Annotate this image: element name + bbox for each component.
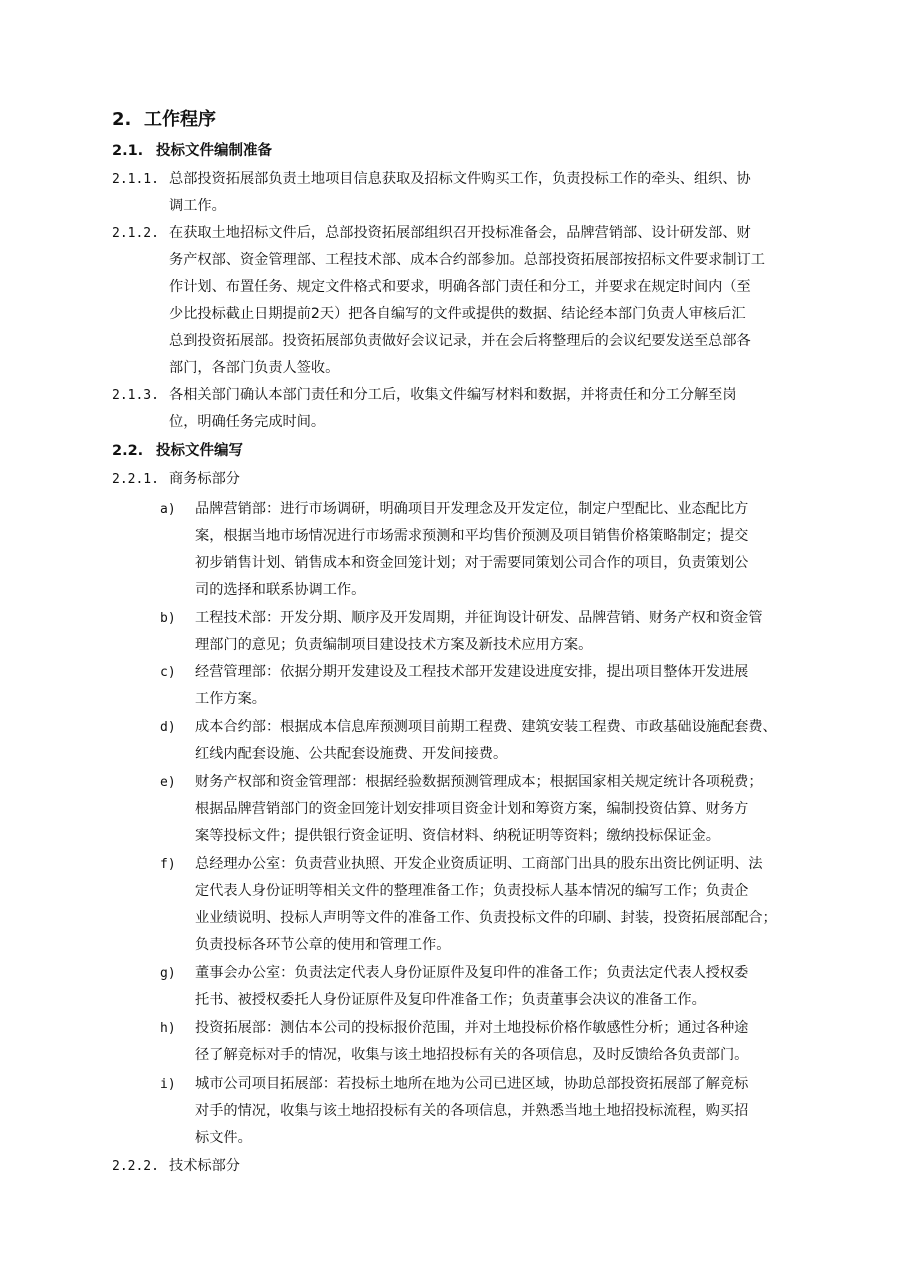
text-line: 案等投标文件；提供银行资金证明、资信材料、纳税证明等资料；缴纳投标保证金。: [195, 828, 720, 844]
section-number: 2.: [112, 109, 132, 130]
text-line: 对手的情况，收集与该土地招投标有关的各项信息，并熟悉当地土地招投标流程，购买招: [195, 1103, 749, 1119]
text-line: 径了解竞标对手的情况，收集与该土地招投标有关的各项信息，及时反馈给各负责部门。: [195, 1047, 749, 1063]
list-marker: a): [160, 502, 176, 517]
text-line: 少比投标截止日期提前2天）把各自编写的文件或提供的数据、结论经本部门负责人审核后汇: [169, 306, 746, 322]
section-title: 工作程序: [144, 109, 216, 130]
text-line: 成本合约部：根据成本信息库预测项目前期工程费、建筑安装工程费、市政基础设施配套费、: [195, 719, 777, 735]
text-line: 标文件。: [195, 1130, 252, 1146]
text-line: 工作方案。: [195, 691, 266, 707]
list-marker: h): [160, 1021, 176, 1036]
text-line: 商务标部分: [169, 471, 240, 487]
list-marker: i): [160, 1077, 176, 1092]
text-line: 根据品牌营销部门的资金回笼计划安排项目资金计划和筹资方案，编制投资估算、财务方: [195, 801, 749, 817]
clause-text: [169, 166, 835, 220]
list-text: [195, 605, 840, 659]
list-marker: d): [160, 720, 176, 735]
list-text: [195, 714, 840, 768]
list-marker: f): [160, 857, 176, 872]
list-text: [195, 496, 840, 604]
clause-number: 2.2.2.: [112, 1159, 159, 1174]
text-line: 总部投资拓展部负责土地项目信息获取及招标文件购买工作，负责投标工作的牵头、组织、协: [169, 171, 751, 187]
text-line: 品牌营销部：进行市场调研，明确项目开发理念及开发定位，制定户型配比、业态配比方: [195, 501, 749, 517]
text-line: 在获取土地招标文件后，总部投资拓展部组织召开投标准备会，品牌营销部、设计研发部、财: [169, 225, 751, 241]
text-line: 务产权部、资金管理部、工程技术部、成本合约部参加。总部投资拓展部按招标文件要求制订工: [169, 252, 765, 268]
text-line: 技术标部分: [169, 1158, 240, 1174]
text-line: 各相关部门确认本部门责任和分工后，收集文件编写材料和数据，并将责任和分工分解至岗: [169, 387, 737, 403]
list-text: [195, 1071, 840, 1152]
text-line: 财务产权部和资金管理部：根据经验数据预测管理成本；根据国家相关规定统计各项税费；: [195, 774, 763, 790]
subsection-heading-2-1: [112, 139, 272, 163]
subsection-number: 2.2.: [112, 443, 144, 459]
list-marker: b): [160, 611, 176, 626]
list-marker: c): [160, 665, 176, 680]
text-line: 城市公司项目拓展部：若投标土地所在地为公司已进区域，协助总部投资拓展部了解竞标: [195, 1076, 749, 1092]
section-heading: [112, 106, 216, 134]
text-line: 业业绩说明、投标人声明等文件的准备工作、负责投标文件的印刷、封装，投资拓展部配合；: [195, 910, 777, 926]
text-line: 位，明确任务完成时间。: [169, 414, 326, 430]
text-line: 定代表人身份证明等相关文件的整理准备工作；负责投标人基本情况的编写工作；负责企: [195, 883, 749, 899]
text-line: 调工作。: [169, 198, 226, 214]
clause-number: 2.1.2.: [112, 226, 159, 241]
clause-text: [169, 220, 835, 382]
text-line: 理部门的意见；负责编制项目建设技术方案及新技术应用方案。: [195, 637, 593, 653]
text-line: 工程技术部：开发分期、顺序及开发周期，并征询设计研发、品牌营销、财务产权和资金管: [195, 610, 763, 626]
clause-text: [169, 1153, 835, 1180]
text-line: 总到投资拓展部。投资拓展部负责做好会议记录，并在会后将整理后的会议纪要发送至总部各: [169, 333, 751, 349]
list-text: [195, 960, 840, 1014]
text-line: 董事会办公室：负责法定代表人身份证原件及复印件的准备工作；负责法定代表人授权委: [195, 965, 749, 981]
text-line: 案，根据当地市场情况进行市场需求预测和平均售价预测及项目销售价格策略制定；提交: [195, 528, 749, 544]
text-line: 总经理办公室：负责营业执照、开发企业资质证明、工商部门出具的股东出资比例证明、法: [195, 856, 763, 872]
text-line: 初步销售计划、销售成本和资金回笼计划；对于需要同策划公司合作的项目，负责策划公: [195, 555, 749, 571]
subsection-number: 2.1.: [112, 143, 144, 159]
subsection-title: 投标文件编制准备: [156, 143, 272, 159]
text-line: 作计划、布置任务、规定文件格式和要求，明确各部门责任和分工，并要求在规定时间内（至: [169, 279, 751, 295]
clause-text: [169, 466, 835, 493]
clause-number: 2.2.1.: [112, 472, 159, 487]
text-line: 经营管理部：依据分期开发建设及工程技术部开发建设进度安排，提出项目整体开发进展: [195, 664, 749, 680]
text-line: 部门，各部门负责人签收。: [169, 360, 340, 376]
subsection-heading-2-2: [112, 439, 243, 463]
clause-number: 2.1.1.: [112, 172, 159, 187]
text-line: 投资拓展部：测估本公司的投标报价范围，并对土地投标价格作敏感性分析；通过各种途: [195, 1020, 749, 1036]
clause-text: [169, 382, 835, 436]
list-text: [195, 851, 840, 959]
clause-number: 2.1.3.: [112, 388, 159, 403]
list-text: [195, 1015, 840, 1069]
list-marker: e): [160, 775, 176, 790]
list-text: [195, 659, 840, 713]
list-text: [195, 769, 840, 850]
text-line: 负责投标各环节公章的使用和管理工作。: [195, 937, 451, 953]
text-line: 司的选择和联系协调工作。: [195, 582, 366, 598]
subsection-title: 投标文件编写: [156, 443, 243, 459]
list-marker: g): [160, 966, 176, 981]
text-line: 托书、被授权委托人身份证原件及复印件准备工作；负责董事会决议的准备工作。: [195, 992, 706, 1008]
text-line: 红线内配套设施、公共配套设施费、开发间接费。: [195, 746, 508, 762]
